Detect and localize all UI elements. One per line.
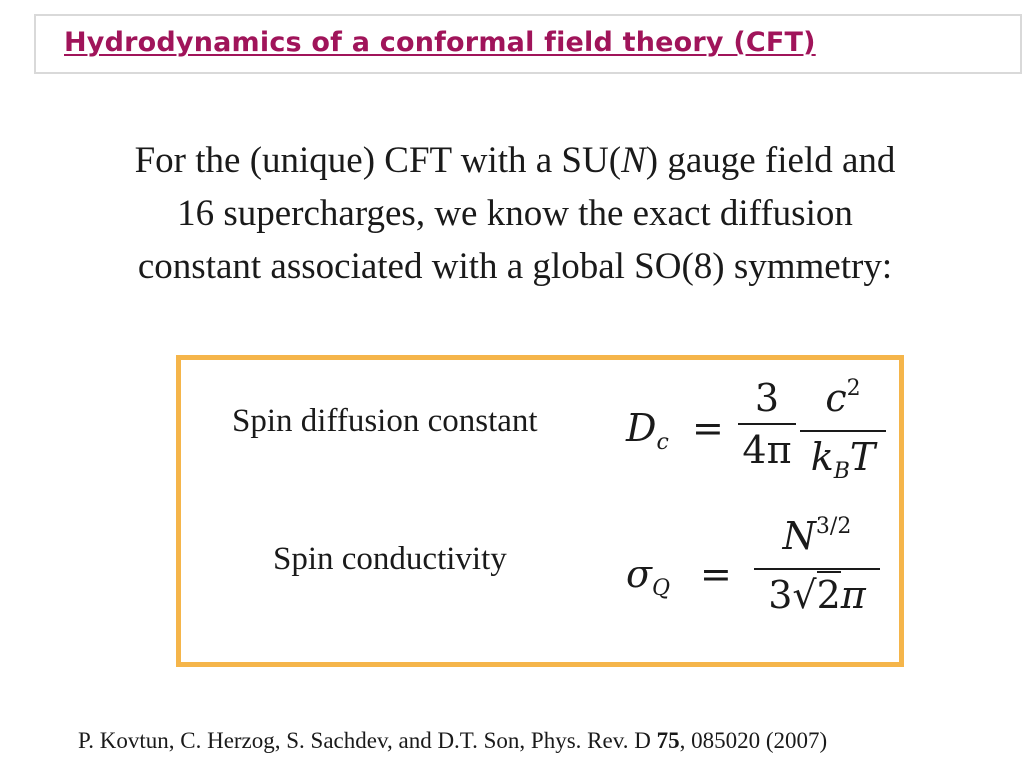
intro-line-2: 16 supercharges, we know the exact diffusion [177,193,853,234]
conductivity-den-pi: π [840,573,866,617]
reference-rest: , 085020 (2007) [679,728,828,753]
conductivity-equals: = [700,552,732,596]
diffusion-frac2-den-sub: B [833,459,850,484]
diffusion-equals: = [692,406,724,450]
diffusion-fraction-2 [800,376,886,486]
title-box [34,14,1022,74]
diffusion-lhs [626,406,669,455]
diffusion-equation [626,372,896,482]
conductivity-fraction [754,514,880,617]
diffusion-label: Spin diffusion constant [232,403,538,439]
diffusion-frac2-num-base: c [825,376,847,420]
diffusion-frac2-den-k: k [810,435,834,479]
reference-citation [78,728,827,754]
intro-line-1 [30,134,1000,187]
intro-line-3: constant associated with a global SO(8) symmetry: [137,246,893,287]
intro-line-1-b: ) gauge field and [645,140,896,181]
conductivity-lhs-sub: Q [651,576,670,601]
conductivity-num [754,514,880,565]
diffusion-lhs-sub: c [656,430,669,455]
diffusion-frac2-den-t: T [849,435,876,479]
intro-line-1-a: For the (unique) CFT with a SU( [134,140,622,181]
conductivity-equation [626,508,896,634]
conductivity-lhs-symbol: σ [626,552,652,596]
conductivity-den-a: 3 [768,573,793,617]
intro-line-1-n: N [621,140,646,181]
conductivity-num-base: N [782,514,816,558]
sqrt-icon: √ [792,573,817,617]
fraction-bar [800,430,886,432]
conductivity-lhs [626,552,670,601]
fraction-bar [738,423,796,425]
diffusion-frac1-num: 3 [754,376,780,420]
conductivity-den [754,573,880,617]
reference-authors: P. Kovtun, C. Herzog, S. Sachdev, and D.T. Son, Phys. Rev. D [78,728,657,753]
diffusion-frac2-den [800,435,886,486]
page-title: Hydrodynamics of a conformal field theory (CFT) [64,27,816,58]
reference-volume: 75 [656,728,680,753]
conductivity-den-radicand: 2 [816,573,841,617]
conductivity-num-sup: 3/2 [815,514,852,539]
diffusion-fraction-1 [738,376,796,472]
diffusion-frac2-num [800,376,886,427]
conductivity-label: Spin conductivity [273,541,507,577]
diffusion-lhs-symbol: D [626,406,657,450]
intro-paragraph [30,134,1000,293]
fraction-bar [754,568,880,570]
diffusion-frac1-den: 4π [742,428,792,472]
diffusion-frac2-num-sup: 2 [846,376,861,401]
